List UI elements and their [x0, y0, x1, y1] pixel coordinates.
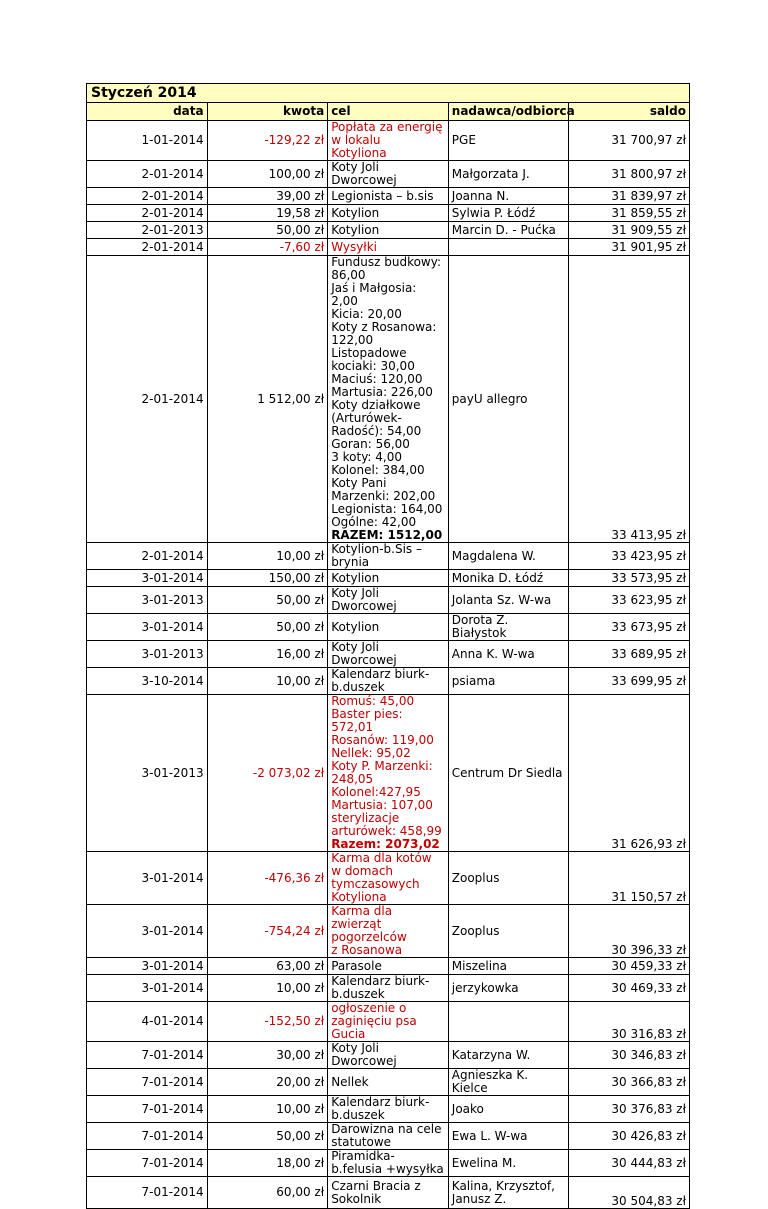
table-row — [87, 1069, 690, 1096]
cell-amount: 10,00 zł — [207, 975, 328, 1002]
purpose-line: Piramidka-b.felusia +wysyłka — [331, 1149, 444, 1176]
purpose-line: Maciuś: 120,00 — [331, 372, 423, 386]
cell-balance: 33 423,95 zł — [569, 543, 690, 570]
purpose-line: Legionista – b.sis — [331, 188, 434, 203]
cell-party: Centrum Dr Siedla — [448, 695, 569, 852]
cell-date: 7-01-2014 — [87, 1123, 208, 1150]
cell-party: Marcin D. - Pućka — [448, 222, 569, 239]
cell-date: 1-01-2014 — [87, 121, 208, 161]
cell-amount: 50,00 zł — [207, 614, 328, 641]
cell-purpose — [328, 205, 449, 222]
purpose-line: Kalendarz biurk-b.duszek — [331, 1095, 430, 1122]
table-title: Styczeń 2014 — [87, 84, 690, 103]
cell-balance: 30 504,83 zł — [569, 1177, 690, 1209]
cell-amount: 18,00 zł — [207, 1150, 328, 1177]
purpose-line: Kicia: 20,00 — [331, 307, 402, 321]
header-amount: kwota — [207, 103, 328, 121]
table-row — [87, 975, 690, 1002]
cell-purpose — [328, 1002, 449, 1042]
purpose-line: Nellek — [331, 1074, 369, 1089]
cell-party — [448, 1002, 569, 1042]
cell-balance: 30 469,33 zł — [569, 975, 690, 1002]
purpose-line: Koty Joli Dworcowej — [331, 160, 397, 187]
purpose-line: Wysyłki — [331, 239, 377, 254]
cell-purpose — [328, 188, 449, 205]
cell-party: Zooplus — [448, 852, 569, 905]
cell-purpose — [328, 958, 449, 975]
purpose-line: Kalendarz biurk-b.duszek — [331, 974, 430, 1001]
cell-date: 7-01-2014 — [87, 1096, 208, 1123]
purpose-line: Koty Joli Dworcowej — [331, 640, 397, 667]
purpose-line: Koty Joli Dworcowej — [331, 1041, 397, 1068]
cell-party: Ewa L. W-wa — [448, 1123, 569, 1150]
cell-purpose — [328, 614, 449, 641]
cell-purpose — [328, 668, 449, 695]
purpose-line: z Rosanowa — [331, 943, 403, 957]
cell-balance: 33 413,95 zł — [569, 256, 690, 543]
cell-party: Joanna N. — [448, 188, 569, 205]
table-row — [87, 543, 690, 570]
purpose-line: Kotylion — [331, 222, 380, 237]
purpose-line: Kolonel: 384,00 — [331, 463, 425, 477]
purpose-line: Koty P. Marzenki: 248,05 — [331, 759, 433, 786]
cell-amount: 10,00 zł — [207, 1096, 328, 1123]
table-row — [87, 695, 690, 852]
cell-date: 2-01-2014 — [87, 188, 208, 205]
cell-purpose — [328, 1096, 449, 1123]
purpose-line: Koty Joli Dworcowej — [331, 586, 397, 613]
purpose-total: Razem: 2073,02 — [331, 837, 440, 851]
cell-party: Magdalena W. — [448, 543, 569, 570]
cell-amount: 60,00 zł — [207, 1177, 328, 1209]
purpose-line: Kotylion — [331, 619, 380, 634]
header-party: nadawca/odbiorca — [448, 103, 569, 121]
purpose-line: Goran: 56,00 — [331, 437, 410, 451]
table-row — [87, 668, 690, 695]
cell-date: 3-01-2013 — [87, 641, 208, 668]
cell-party: Dorota Z. Białystok — [448, 614, 569, 641]
purpose-line: Rosanów: 119,00 — [331, 733, 434, 747]
cell-date: 3-01-2014 — [87, 905, 208, 958]
cell-balance: 30 444,83 zł — [569, 1150, 690, 1177]
cell-purpose — [328, 222, 449, 239]
purpose-line: Baster pies: 572,01 — [331, 707, 403, 734]
purpose-line: Fundusz budkowy: 86,00 — [331, 255, 442, 282]
table-row — [87, 614, 690, 641]
cell-party: Miszelina — [448, 958, 569, 975]
purpose-line: Jaś i Małgosia: 2,00 — [331, 281, 417, 308]
table-row — [87, 1096, 690, 1123]
cell-amount: 16,00 zł — [207, 641, 328, 668]
cell-date: 3-01-2014 — [87, 570, 208, 587]
cell-balance: 33 699,95 zł — [569, 668, 690, 695]
cell-amount: 20,00 zł — [207, 1069, 328, 1096]
purpose-line: Kotylion — [331, 570, 380, 585]
table-row — [87, 222, 690, 239]
cell-balance: 31 800,97 zł — [569, 161, 690, 188]
table-row — [87, 256, 690, 543]
cell-purpose — [328, 121, 449, 161]
table-row — [87, 121, 690, 161]
cell-balance: 31 909,55 zł — [569, 222, 690, 239]
cell-amount: 50,00 zł — [207, 1123, 328, 1150]
cell-party: Jolanta Sz. W-wa — [448, 587, 569, 614]
purpose-line: tymczasowych Kotyliona — [331, 877, 420, 904]
cell-purpose — [328, 587, 449, 614]
cell-party: jerzykowka — [448, 975, 569, 1002]
cell-date: 2-01-2013 — [87, 222, 208, 239]
cell-purpose — [328, 1123, 449, 1150]
purpose-line: 3 koty: 4,00 — [331, 450, 403, 464]
cell-purpose — [328, 1177, 449, 1209]
table-row — [87, 587, 690, 614]
cell-party: Joako — [448, 1096, 569, 1123]
header-purpose: cel — [328, 103, 449, 121]
cell-amount: 10,00 zł — [207, 668, 328, 695]
table-row — [87, 570, 690, 587]
cell-party: Ewelina M. — [448, 1150, 569, 1177]
purpose-line: Kalendarz biurk-b.duszek — [331, 667, 430, 694]
cell-party: Małgorzata J. — [448, 161, 569, 188]
cell-balance: 31 859,55 zł — [569, 205, 690, 222]
cell-amount: 150,00 zł — [207, 570, 328, 587]
purpose-total: RAZEM: 1512,00 — [331, 528, 443, 542]
cell-date: 7-01-2014 — [87, 1150, 208, 1177]
header-balance: saldo — [569, 103, 690, 121]
table-row — [87, 1123, 690, 1150]
cell-purpose — [328, 641, 449, 668]
purpose-line: Popłata za energię w lokalu — [331, 120, 443, 147]
cell-balance: 31 150,57 zł — [569, 852, 690, 905]
cell-amount: -129,22 zł — [207, 121, 328, 161]
cell-amount: -476,36 zł — [207, 852, 328, 905]
cell-amount: -754,24 zł — [207, 905, 328, 958]
cell-party: Zooplus — [448, 905, 569, 958]
cell-balance: 30 346,83 zł — [569, 1042, 690, 1069]
cell-purpose — [328, 543, 449, 570]
purpose-line: Martusia: 226,00 — [331, 385, 433, 399]
cell-date: 3-01-2013 — [87, 695, 208, 852]
table-row — [87, 641, 690, 668]
table-row — [87, 905, 690, 958]
cell-date: 3-01-2014 — [87, 958, 208, 975]
cell-amount: -152,50 zł — [207, 1002, 328, 1042]
cell-purpose — [328, 1150, 449, 1177]
cell-party — [448, 239, 569, 256]
cell-date: 3-10-2014 — [87, 668, 208, 695]
cell-purpose — [328, 256, 449, 543]
cell-amount: -2 073,02 zł — [207, 695, 328, 852]
cell-amount: 1 512,00 zł — [207, 256, 328, 543]
purpose-line: Radość): 54,00 — [331, 424, 422, 438]
purpose-line: Martusia: 107,00 — [331, 798, 433, 812]
cell-balance: 30 426,83 zł — [569, 1123, 690, 1150]
table-row — [87, 1177, 690, 1209]
cell-date: 2-01-2014 — [87, 543, 208, 570]
cell-date: 2-01-2014 — [87, 161, 208, 188]
cell-date: 7-01-2014 — [87, 1042, 208, 1069]
cell-date: 3-01-2014 — [87, 614, 208, 641]
purpose-line: Legionista: 164,00 — [331, 502, 443, 516]
cell-balance: 33 623,95 zł — [569, 587, 690, 614]
cell-balance: 30 376,83 zł — [569, 1096, 690, 1123]
purpose-line: sterylizacje arturówek: 458,99 — [331, 811, 442, 838]
cell-balance: 33 673,95 zł — [569, 614, 690, 641]
cell-purpose — [328, 975, 449, 1002]
cell-date: 7-01-2014 — [87, 1069, 208, 1096]
cell-party: payU allegro — [448, 256, 569, 543]
cell-amount: 50,00 zł — [207, 587, 328, 614]
header-date: data — [87, 103, 208, 121]
cell-amount: 10,00 zł — [207, 543, 328, 570]
cell-purpose — [328, 695, 449, 852]
cell-date: 3-01-2014 — [87, 852, 208, 905]
purpose-line: Ogólne: 42,00 — [331, 515, 417, 529]
cell-date: 3-01-2013 — [87, 587, 208, 614]
cell-amount: 19,58 zł — [207, 205, 328, 222]
cell-balance: 30 459,33 zł — [569, 958, 690, 975]
cell-purpose — [328, 852, 449, 905]
table-row — [87, 161, 690, 188]
transactions-table — [86, 83, 690, 1209]
cell-balance: 30 396,33 zł — [569, 905, 690, 958]
cell-party: Anna K. W-wa — [448, 641, 569, 668]
table-row — [87, 958, 690, 975]
purpose-line: Koty z Rosanowa: 122,00 — [331, 320, 437, 347]
cell-party: Monika D. Łódź — [448, 570, 569, 587]
cell-purpose — [328, 239, 449, 256]
cell-purpose — [328, 570, 449, 587]
cell-balance: 33 689,95 zł — [569, 641, 690, 668]
cell-amount: 50,00 zł — [207, 222, 328, 239]
cell-purpose — [328, 1069, 449, 1096]
purpose-line: ogłoszenie o zaginięciu psa Gucia — [331, 1001, 417, 1041]
table-row — [87, 205, 690, 222]
purpose-line: Kolonel:427,95 — [331, 785, 421, 799]
cell-party: Agnieszka K. Kielce — [448, 1069, 569, 1096]
cell-amount: 39,00 zł — [207, 188, 328, 205]
cell-purpose — [328, 161, 449, 188]
purpose-line: Kotylion — [331, 205, 380, 220]
purpose-line: Koty działkowe (Arturówek- — [331, 398, 421, 425]
purpose-line: Nellek: 95,02 — [331, 746, 411, 760]
purpose-line: Karma dla kotów w domach — [331, 851, 432, 878]
cell-balance: 31 839,97 zł — [569, 188, 690, 205]
cell-date: 2-01-2014 — [87, 239, 208, 256]
table-row — [87, 188, 690, 205]
purpose-line: Darowizna na cele statutowe — [331, 1122, 442, 1149]
cell-date: 2-01-2014 — [87, 205, 208, 222]
purpose-line: Parasole — [331, 958, 382, 973]
cell-amount: 100,00 zł — [207, 161, 328, 188]
cell-date: 4-01-2014 — [87, 1002, 208, 1042]
cell-balance: 33 573,95 zł — [569, 570, 690, 587]
cell-balance: 31 626,93 zł — [569, 695, 690, 852]
purpose-line: Karma dla zwierząt pogorzelców — [331, 904, 407, 944]
cell-date: 2-01-2014 — [87, 256, 208, 543]
cell-party: psiama — [448, 668, 569, 695]
table-row — [87, 1150, 690, 1177]
purpose-line: Romuś: 45,00 — [331, 694, 415, 708]
table-row — [87, 1042, 690, 1069]
purpose-line: Czarni Bracia z Sokolnik — [331, 1178, 421, 1206]
cell-balance: 30 366,83 zł — [569, 1069, 690, 1096]
purpose-line: Kotyliona — [331, 146, 387, 160]
cell-amount: 63,00 zł — [207, 958, 328, 975]
cell-balance: 30 316,83 zł — [569, 1002, 690, 1042]
purpose-line: Koty Pani Marzenki: 202,00 — [331, 476, 436, 503]
cell-balance: 31 901,95 zł — [569, 239, 690, 256]
cell-party: PGE — [448, 121, 569, 161]
cell-date: 7-01-2014 — [87, 1177, 208, 1209]
cell-party: Kalina, Krzysztof, Janusz Z. — [448, 1177, 569, 1209]
table-row — [87, 1002, 690, 1042]
cell-purpose — [328, 905, 449, 958]
cell-balance: 31 700,97 zł — [569, 121, 690, 161]
purpose-line: Listopadowe kociaki: 30,00 — [331, 346, 415, 373]
table-row — [87, 239, 690, 256]
cell-date: 3-01-2014 — [87, 975, 208, 1002]
cell-amount: 30,00 zł — [207, 1042, 328, 1069]
table-row — [87, 852, 690, 905]
cell-party: Sylwia P. Łódź — [448, 205, 569, 222]
cell-party: Katarzyna W. — [448, 1042, 569, 1069]
header-row — [87, 103, 690, 121]
cell-amount: -7,60 zł — [207, 239, 328, 256]
cell-purpose — [328, 1042, 449, 1069]
purpose-line: Kotylion-b.Sis – brynia — [331, 542, 423, 569]
